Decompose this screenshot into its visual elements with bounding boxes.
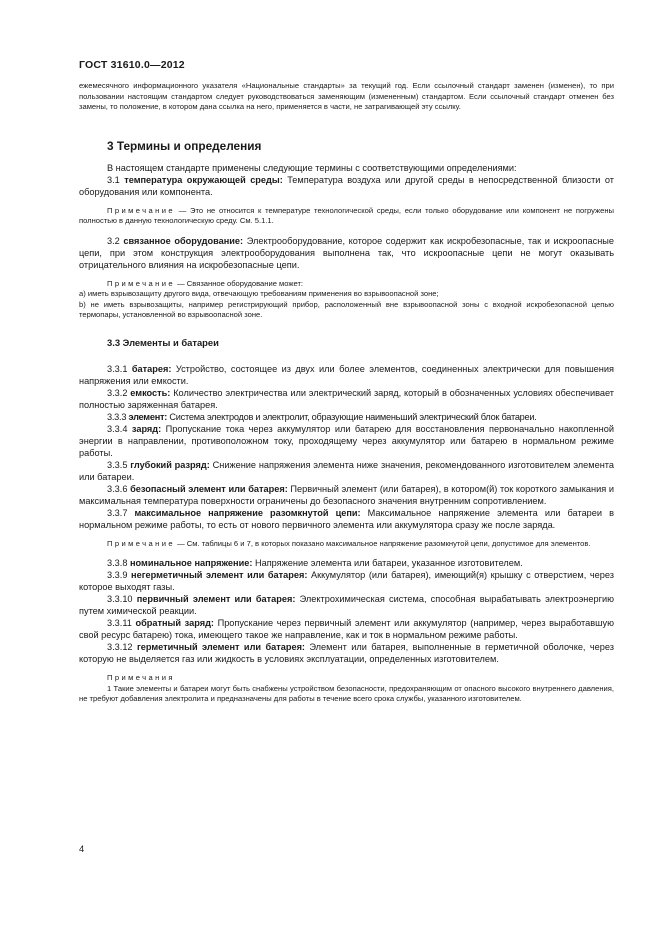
term-name: батарея: [131,363,172,374]
term-number: 3.3.7 [107,507,128,518]
term-number: 3.3.9 [107,570,128,580]
term-number: 3.3.3 [107,411,127,422]
term-name: негерметичный элемент или батарея: [131,570,308,580]
note-3-2 [79,279,614,321]
term-3-3-7 [79,507,614,531]
term-definition: Электрооборудование, которое содержит как искробезопасные, так и искроопасные цепи, при этом конструкция электрооборудования выполнена так, что искроопасные цепи не могут оказывать отрицательного влияния на искробезопасные цепи. [79,235,614,270]
term-definition: Электрохимическая система, способная вырабатывать электроэнергию путем химической реакции. [79,594,614,616]
term-number: 3.2 [107,235,120,246]
term-3-2 [79,235,614,271]
note-item-b: b) не иметь взрывозащиты, например регистрирующий прибор, расположенный вне взрывоопасной зоны с входной искробезопасной цепью термопары, установленной во взрывоопасной зоне. [79,299,614,319]
term-name: элемент: [128,411,168,422]
term-definition: Напряжение элемента или батареи, указанное изготовителем. [254,558,523,568]
note-label: Примечание [107,205,175,215]
term-name: заряд: [131,423,162,434]
term-3-3-11 [79,617,614,641]
term-definition: Количество электричества или электрический заряд, который в обозначенных условиях обеспечивает полностью заряженная батарея. [79,387,614,410]
term-3-3-3 [79,411,614,423]
section-title: 3 Термины и определения [107,138,262,153]
term-name: безопасный элемент или батарея: [130,483,288,494]
note-text: — См. таблицы 6 и 7, в которых показано максимальное напряжение разомкнутой цепи, допустимое для элементов. [177,538,591,548]
note-3-3-7 [79,539,614,550]
term-name: номинальное напряжение: [130,558,253,568]
term-name: обратный заряд: [135,618,214,628]
term-name: связанное оборудование: [123,235,244,246]
term-name: емкость: [130,387,171,398]
note-item-a: a) иметь взрывозащиту другого вида, отвечающую требованиям применения во взрывоопасной зоне; [79,289,439,298]
term-definition: Аккумулятор (или батарея), имеющий(я) крышку с отверстием, через которое выходят газы. [79,570,615,592]
term-3-3-9 [79,569,614,593]
term-3-3-2 [79,387,614,411]
section-intro: В настоящем стандарте применены следующие термины с соответствующими определениями: [107,162,517,173]
term-definition: Система электродов и электролит, образующие наименьший электрический блок батареи. [169,411,537,422]
term-3-3-10 [79,593,614,617]
term-number: 3.3.10 [107,594,133,604]
note-label: Примечание [107,538,175,548]
note-text: — Связанное оборудование может: [177,278,304,288]
note-text: — Это не относится к температуре технологической среды, если только оборудование или компонент не погружены полностью в данную технологическую среду. См. 5.1.1. [79,205,614,225]
term-definition: Температура воздуха или другой среды в непосредственной близости от оборудования или компонента. [79,174,614,197]
term-3-3-4 [79,423,614,459]
term-definition: Максимальное напряжение элемента или батареи в нормальном режиме работы, то есть от нового первичного элемента или аккумулятора сразу же после заряда. [79,507,614,530]
term-name: первичный элемент или батарея: [136,594,296,604]
term-3-1 [79,174,614,198]
notes-label: Примечания [107,673,175,682]
page-number: 4 [79,843,85,854]
term-definition: Элемент или батарея, выполненные в герметичной оболочке, через которую не выделяется газ или жидкость в условиях эксплуатации, определенных изготовителем. [79,642,614,664]
term-3-3-5 [79,459,614,483]
term-name: герметичный элемент или батарея: [136,642,305,652]
term-number: 3.3.8 [107,558,128,568]
term-number: 3.3.1 [107,363,128,374]
note-3-1 [79,206,614,227]
term-number: 3.3.5 [107,459,128,470]
document-body [79,81,614,705]
term-3-3-12 [79,641,614,665]
term-number: 3.3.12 [107,642,133,652]
term-definition: Пропускание через первичный элемент или аккумулятор (например, через выработавшую свой ресурс батарею) тока, имеющего такое же направление, как и ток в нормальном режиме работы. [79,618,614,640]
term-number: 3.1 [107,174,120,185]
term-name: температура окружающей среды: [124,174,283,185]
note-label: Примечание [107,278,175,288]
term-number: 3.3.6 [107,483,128,494]
term-3-3-6 [79,483,614,507]
term-number: 3.3.2 [107,387,128,398]
term-definition: Снижение напряжения элемента ниже значения, рекомендованного изготовителем элемента или батареи. [79,459,614,482]
note-head [79,279,614,290]
term-name: максимальное напряжение разомкнутой цепи: [134,507,361,518]
document-header: ГОСТ 31610.0—2012 [79,59,185,71]
term-3-3-8 [79,557,614,569]
term-definition: Пропускание тока через аккумулятор или батарею для восстановления первоначально накопленной энергии в направлении, противоположном току, проходящему через аккумулятор или батарею в нормальном режиме работы. [79,423,614,458]
term-number: 3.3.4 [107,423,128,434]
term-3-3-1 [79,363,614,387]
term-definition: Первичный элемент (или батарея), в котором(й) ток короткого замыкания и максимальная температура поверхности ограничены до безопасного значения внутренним сопротивлением. [79,483,614,506]
term-number: 3.3.11 [107,618,132,628]
term-name: глубокий разряд: [130,459,210,470]
notes-final [79,673,614,705]
notes-item-1: 1 Такие элементы и батареи могут быть снабжены устройством безопасности, предохраняющим от опасного высокого внутреннего давления, не требуют добавления электролита и предназначены для работы в течение всего срока службы, указанного изготовителем. [79,683,614,703]
subsection-title: 3.3 Элементы и батареи [107,336,219,348]
intro-paragraph: ежемесячного информационного указателя «Национальные стандарты» за текущий год. Если ссылочный стандарт заменен (изменен), то при пользовании настоящим стандартом следует руководствоваться заменяющим (измененным) стандартом. Если ссылочный стандарт отменен без замены, то положение, в котором дана ссылка на него, применяется в части, не затрагивающей эту ссылку. [79,81,614,111]
term-definition: Устройство, состоящее из двух или более элементов, соединенных электрически для повышения напряжения или емкости. [79,363,614,386]
